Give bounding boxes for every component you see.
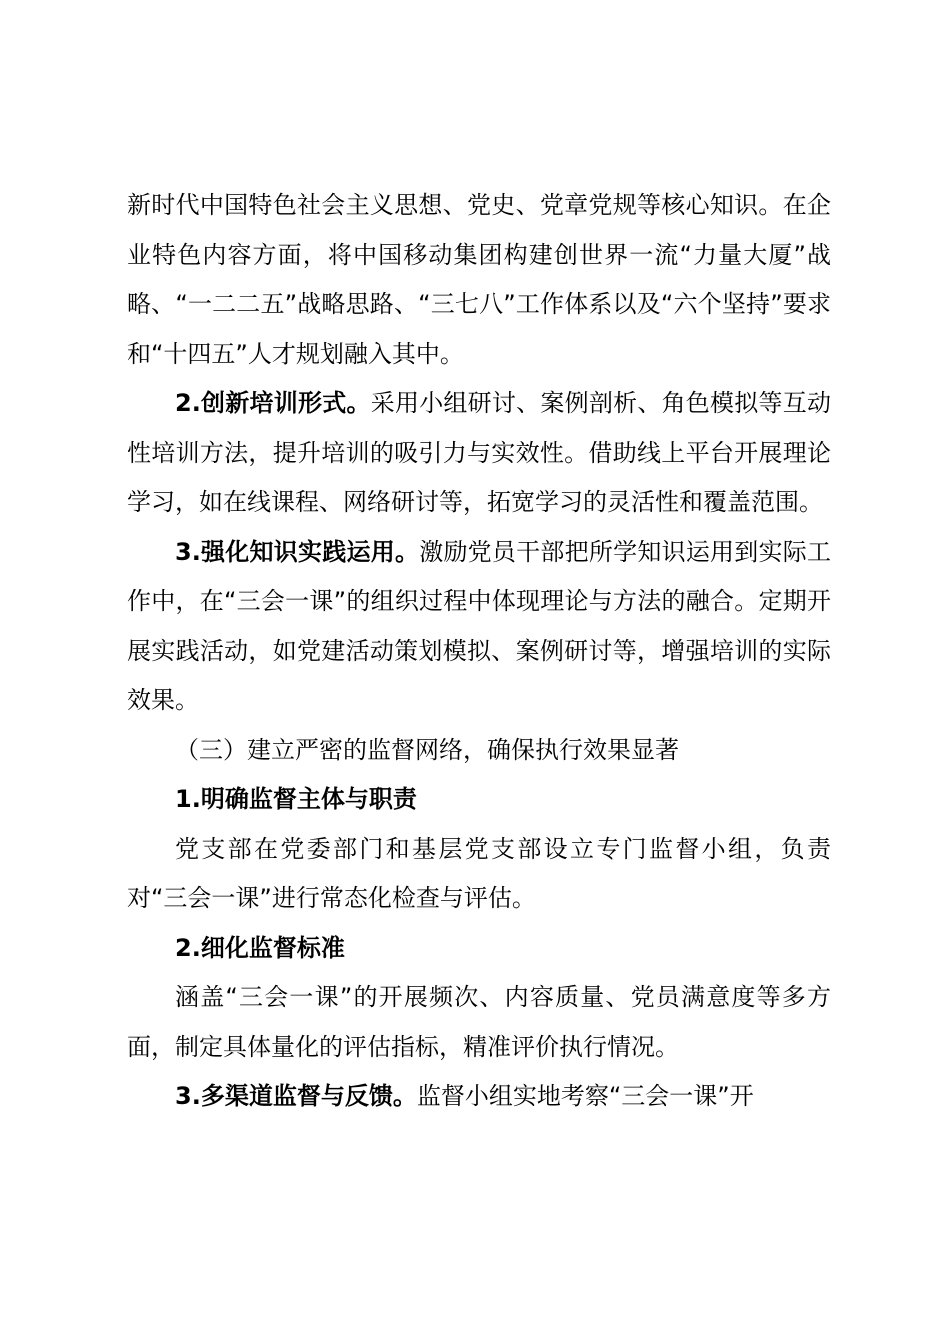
document-body: [127, 181, 831, 1122]
paragraph-text: 新时代中国特色社会主义思想、党史、党章党规等核心知识。在企业特色内容方面，将中国移动集团构建创世界一流“力量大厦”战略、“一二二五”战略思路、“三七八”工作体系以及“六个坚持”要求和“十四五”人才规划融入其中。: [127, 191, 831, 368]
section-heading-supervision: [127, 726, 831, 776]
subheading-supervision-standard: [127, 924, 831, 974]
paragraph-lead: 2.创新培训形式。: [175, 389, 371, 417]
paragraph-text: 涵盖“三会一课”的开展频次、内容质量、党员满意度等多方面，制定具体量化的评估指标，精准评价执行情况。: [127, 983, 831, 1061]
paragraph-knowledge-practice: [127, 528, 831, 726]
paragraph-evaluation-indicators: [127, 973, 831, 1072]
paragraph-text: 党支部在党委部门和基层党支部设立专门监督小组，负责对“三会一课”进行常态化检查与评估。: [127, 834, 831, 912]
heading-text: （三）建立严密的监督网络，确保执行效果显著: [175, 735, 679, 764]
paragraph-lead: 3.多渠道监督与反馈。: [175, 1082, 417, 1110]
paragraph-text: 激励党员干部把所学知识运用到实际工作中，在“三会一课”的组织过程中体现理论与方法的融合。定期开展实践活动，如党建活动策划模拟、案例研讨等，增强培训的实际效果。: [127, 537, 832, 714]
paragraph-text: 采用小组研讨、案例剖析、角色模拟等互动性培训方法，提升培训的吸引力与实效性。借助线上平台开展理论学习，如在线课程、网络研讨等，拓宽学习的灵活性和覆盖范围。: [127, 389, 831, 516]
subheading-supervision-subject: [127, 775, 831, 825]
paragraph-supervision-group: [127, 825, 831, 924]
paragraph-innovate-training: [127, 379, 831, 528]
paragraph-multichannel-supervision: [127, 1072, 831, 1122]
heading-text: 2.细化监督标准: [175, 933, 345, 962]
heading-text: 1.明确监督主体与职责: [175, 785, 417, 813]
paragraph-text: 监督小组实地考察“三会一课”开: [416, 1082, 754, 1110]
paragraph-core-knowledge: [127, 181, 831, 379]
paragraph-lead: 3.强化知识实践运用。: [175, 537, 420, 566]
